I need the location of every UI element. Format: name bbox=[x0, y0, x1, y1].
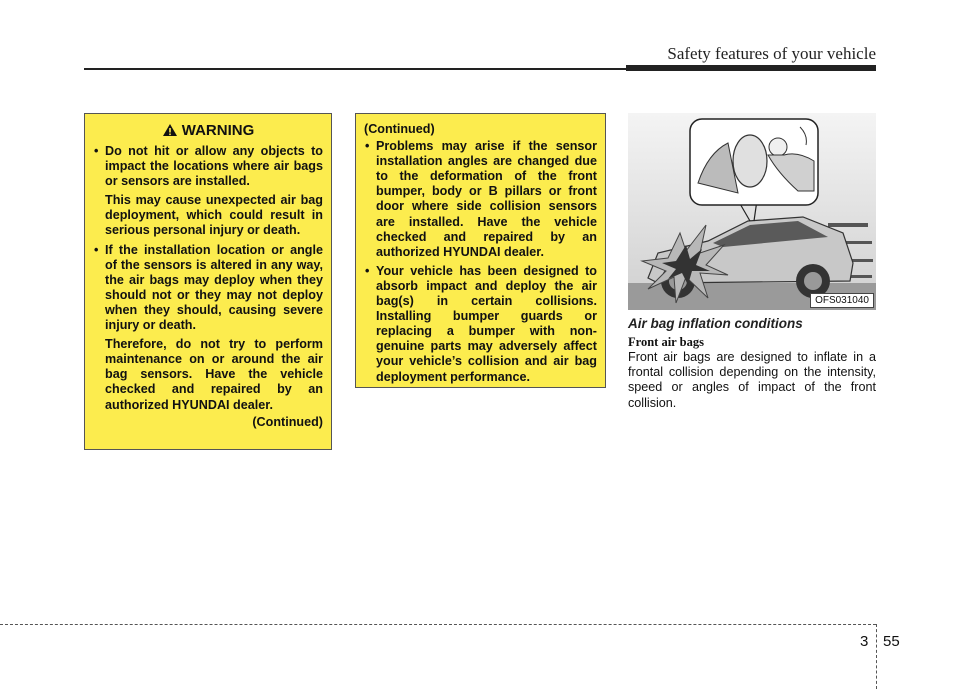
warning-continued-label: (Continued) bbox=[252, 414, 323, 429]
car-collision-drawing bbox=[628, 113, 876, 310]
continued-heading: (Continued) bbox=[364, 122, 435, 136]
warning-triangle-icon bbox=[162, 123, 178, 137]
continued-bullet-2: • Your vehicle has been designed to absorb impact and deploy the air bag(s) in certain collisions. Installing bumper guards or replacing a bumper with non-genuine parts may adversely affect your vehicle’s collision and air bag deployment performance. bbox=[364, 264, 597, 385]
warning-title: WARNING bbox=[181, 122, 255, 139]
warning-bullet-2-detail: Therefore, do not try to perform maintenance on or around the air bag sensors. Have the vehicle checked and repaired by an authorized HYUNDAI dealer. bbox=[105, 337, 323, 412]
footer-divider bbox=[876, 624, 877, 689]
warning-bullet-1-detail: This may cause unexpected air bag deployment, which could result in serious personal injury or death. bbox=[105, 193, 323, 238]
running-header: Safety features of your vehicle bbox=[667, 44, 876, 63]
warning-box bbox=[84, 113, 332, 450]
header-accent-bar bbox=[626, 65, 876, 71]
collision-illustration bbox=[628, 113, 876, 310]
section-subtitle: Front air bags bbox=[628, 335, 704, 349]
footer-rule bbox=[0, 624, 876, 625]
section-title: Air bag inflation conditions bbox=[628, 316, 803, 331]
warning-bullet-2: • If the installation location or angle of the sensors is altered in any way, the air bags may deploy when they should not or they may not deploy when they should, causing severe injury or death. bbox=[93, 243, 323, 334]
warning-bullet-1: • Do not hit or allow any objects to impact the locations where air bags or sensors are installed. bbox=[93, 144, 323, 189]
chapter-number: 3 bbox=[860, 633, 869, 650]
warning-heading bbox=[93, 122, 323, 140]
page-number: 55 bbox=[883, 633, 900, 650]
continued-warning-box bbox=[355, 113, 606, 388]
illustration-code: OFS031040 bbox=[810, 293, 874, 308]
section-body: Front air bags are designed to inflate in a frontal collision depending on the intensity, speed or angles of impact of the front collision. bbox=[628, 350, 876, 410]
continued-bullet-1: • Problems may arise if the sensor installation angles are changed due to the deformation of the front bumper, body or B pillars or front door where side collision sensors are installed. Have the vehicle checked and repaired by an authorized HYUNDAI dealer. bbox=[364, 139, 597, 260]
